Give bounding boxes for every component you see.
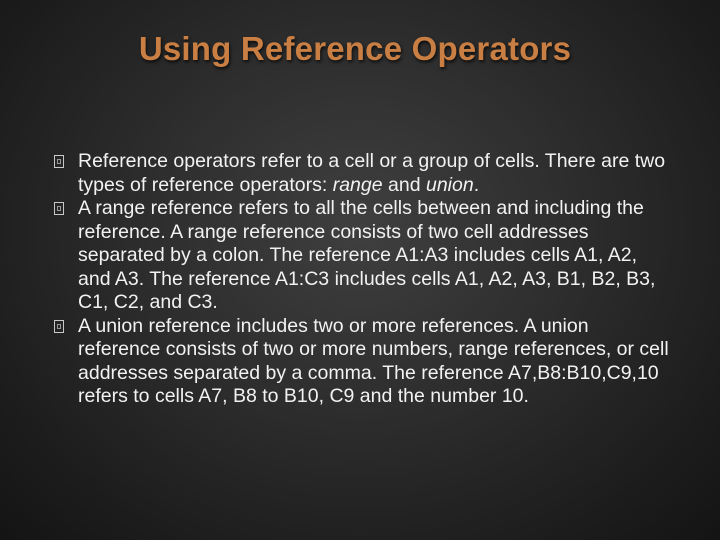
bullet-list <box>54 150 674 409</box>
bullet-text-part: . <box>473 173 480 196</box>
bullet-text-part: Reference operators refer to a cell or a group of cells. There are two types of reference operators: <box>78 150 666 196</box>
union-term: union <box>425 173 474 196</box>
bullet-text: A union reference includes two or more references. A union reference consists of two or more numbers, range references, or cell addresses separated by a comma. The reference A7,B8:B10,C9,10 refers to cells A7, B8 to B10, C9 and the number 10. <box>78 314 669 407</box>
bullet-text-part: and <box>382 173 426 196</box>
bullet-item <box>54 150 674 197</box>
square-box-icon <box>54 155 64 168</box>
bullet-text: A range reference refers to all the cells between and including the reference. A range reference consists of two cell addresses separated by a colon. The reference A1:A3 includes cells A1, A2, and A3. The reference A1:C3 includes cells A1, A2, A3, B1, B2, B3, C1, C2, and C3. <box>78 197 656 313</box>
bullet-text <box>78 150 665 196</box>
range-term: range <box>332 173 383 196</box>
square-box-icon <box>54 202 64 215</box>
square-box-icon <box>54 320 64 333</box>
bullet-item <box>54 197 674 315</box>
slide-title: Using Reference Operators <box>138 30 572 67</box>
bullet-item <box>54 315 674 409</box>
